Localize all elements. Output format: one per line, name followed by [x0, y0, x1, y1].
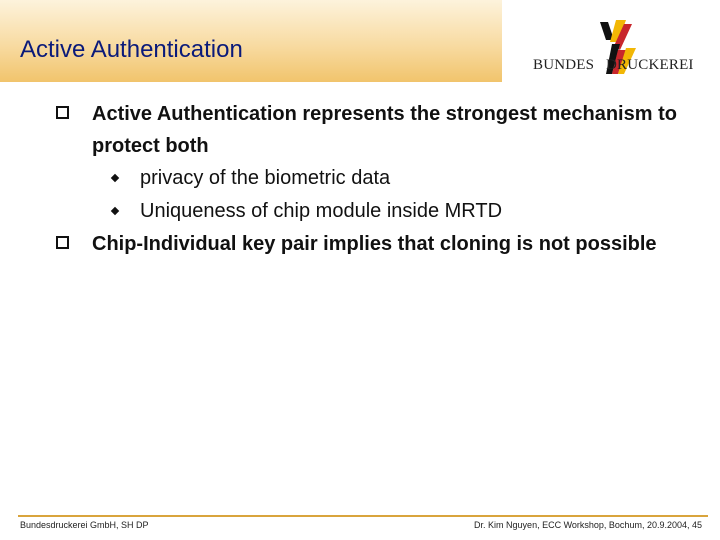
- footer-presenter-info: Dr. Kim Nguyen, ECC Workshop, Bochum, 20.9.2004, 45: [474, 520, 702, 530]
- slide-content: [56, 98, 696, 260]
- logo-word-druckerei: DRUCKEREI: [606, 57, 694, 73]
- square-bullet-icon: [56, 106, 69, 119]
- bundesdruckerei-logo: [528, 20, 698, 80]
- sub-bullet-item: [56, 162, 696, 195]
- bullet-text: Chip-Individual key pair implies that cloning is not possible: [92, 233, 657, 255]
- square-bullet-icon: [56, 236, 69, 249]
- sub-bullet-text: privacy of the biometric data: [140, 167, 391, 189]
- slide-title: Active Authentication: [20, 36, 243, 63]
- sub-bullet-item: [56, 195, 696, 228]
- bullet-text: Active Authentication represents the strongest mechanism to protect both: [92, 103, 677, 157]
- sub-bullet-text: Uniqueness of chip module inside MRTD: [140, 200, 503, 222]
- bullet-item: [56, 228, 696, 260]
- bullet-item: [56, 98, 696, 162]
- diamond-bullet-icon: [111, 174, 119, 182]
- logo-word-bundes: BUNDES: [533, 57, 595, 73]
- footer-divider: [18, 515, 708, 517]
- title-band: [0, 0, 502, 82]
- diamond-bullet-icon: [111, 207, 119, 215]
- footer-organization: Bundesdruckerei GmbH, SH DP: [20, 520, 149, 530]
